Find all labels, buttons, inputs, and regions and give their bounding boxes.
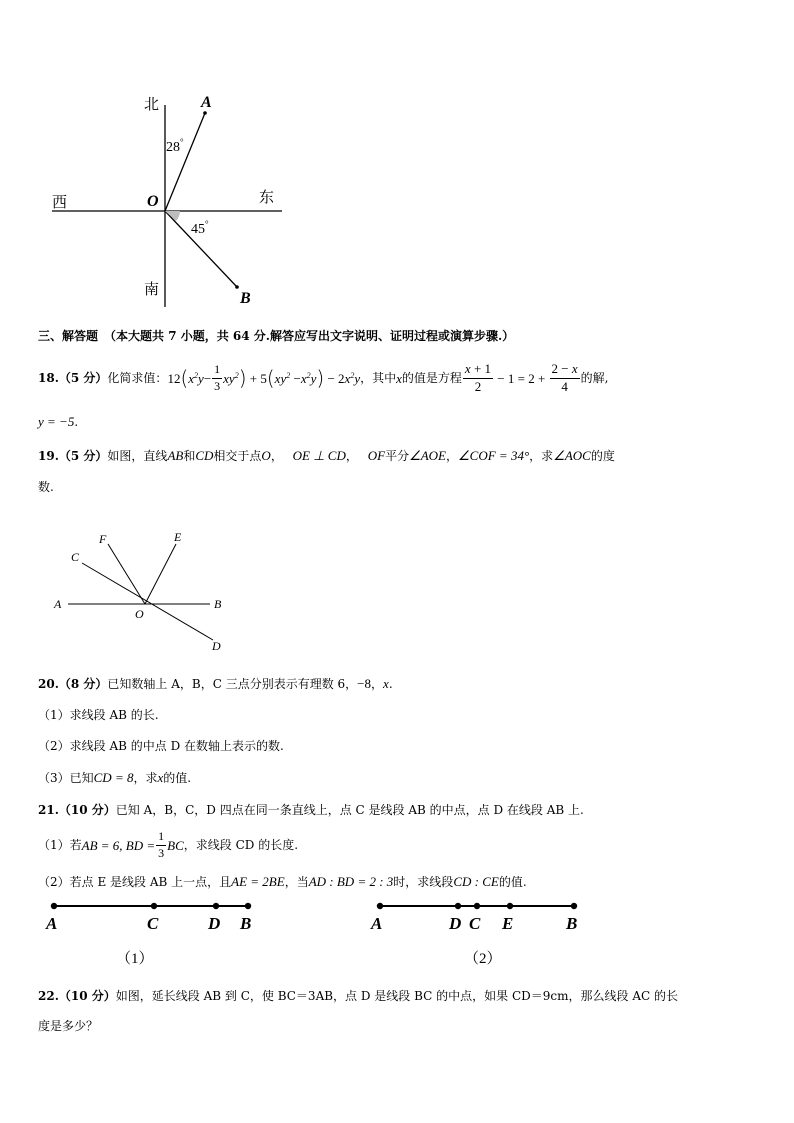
point-a-label: A	[201, 94, 212, 111]
q21-part2	[38, 875, 527, 888]
q20-text: 已知数轴上 A，B，C 三点分别表示有理数 6，	[107, 677, 358, 691]
q21-part1	[38, 830, 298, 860]
q22-score: （10 分）	[58, 989, 116, 1003]
label-d: D	[212, 639, 221, 653]
label-c: C	[71, 550, 80, 564]
q18-mid: ，其中	[360, 371, 397, 385]
q20-part3	[38, 771, 191, 784]
q19-angle-cof: ∠COF = 34°	[458, 448, 530, 463]
q22-number: 22.	[38, 989, 59, 1003]
q19-angle-aoe: ∠AOE	[409, 448, 447, 463]
q20-part2: （2）求线段 AB 的中点 D 在数轴上表示的数.	[38, 739, 284, 753]
section-title: 三、解答题	[38, 329, 99, 343]
q19-line2: 数.	[38, 480, 54, 494]
label-d: D	[449, 914, 462, 933]
q22-line1	[38, 990, 678, 1002]
q21-text: 已知 A，B，C，D 四点在同一条直线上，点 C 是线段 AB 的中点，点 D 在线段 AB 上.	[115, 803, 584, 817]
q19-text-a: 如图，直线	[107, 449, 168, 463]
q18-var-x: x	[396, 370, 402, 386]
angle-28-label: 28°	[166, 137, 184, 155]
east-label: 东	[259, 190, 275, 206]
q19-text-b: 相交于点	[213, 449, 262, 463]
compass-figure	[40, 85, 300, 315]
label-d: D	[208, 914, 221, 933]
q19-number: 19.	[38, 449, 59, 463]
q20-p3-a: （3）已知	[38, 771, 94, 785]
q21-p2-math-a: AE = 2BE	[231, 874, 285, 889]
ray-oa	[165, 113, 205, 211]
angle-45-label: 45°	[191, 219, 209, 237]
q18-y-value: y = −5	[38, 414, 75, 429]
caption-2: （2）	[464, 951, 502, 967]
q19-ask: ，求	[529, 449, 554, 463]
q18-number: 18.	[38, 371, 59, 385]
q19-score: （5 分）	[58, 449, 108, 463]
label-e: E	[502, 914, 514, 933]
lines-figure	[48, 528, 238, 654]
q20-sep: ，	[371, 677, 384, 691]
q21-p1-math-a: AB = 6, BD =	[81, 837, 156, 853]
q20-p3-math: CD = 8	[93, 770, 134, 785]
label-c: C	[147, 914, 159, 933]
label-b: B	[240, 914, 252, 933]
q19-bisect: 平分	[385, 449, 410, 463]
q21-p1-a: （1）若	[38, 838, 82, 852]
q18-line1	[38, 362, 608, 394]
q19-ab: AB	[167, 448, 184, 463]
q18-line2	[38, 415, 78, 428]
q21-number: 21.	[38, 803, 59, 817]
line-cd	[82, 563, 213, 640]
q21-p2-c: 时，求线段	[393, 875, 454, 889]
label-c: C	[469, 914, 481, 933]
q18-score: （5 分）	[58, 371, 108, 385]
caption-1: （1）	[116, 951, 154, 967]
segment-figure-1	[40, 896, 270, 972]
q19-perp: OE ⊥ CD	[292, 448, 346, 463]
q20-line1	[38, 677, 393, 690]
point-a	[51, 903, 57, 909]
q21-line1	[38, 804, 584, 816]
label-b: B	[214, 597, 222, 611]
point-d	[455, 903, 461, 909]
q20-x: x	[383, 676, 389, 691]
q22-line2: 度是多少？	[38, 1019, 99, 1033]
point-a-dot	[203, 111, 207, 115]
q18-equation: $\frac{x + 1}{2}$ − 1 = 2 + $\frac{2 - x}{4}$	[464, 360, 578, 394]
q20-p3-x: x	[157, 770, 164, 785]
q18-tail: 的解,	[580, 371, 609, 385]
label-e: E	[174, 530, 182, 544]
q21-p2-b: ，当	[284, 875, 309, 889]
q19-sep3: ，	[446, 449, 459, 463]
label-a: A	[46, 914, 58, 933]
point-b	[245, 903, 251, 909]
point-b-dot	[235, 285, 239, 289]
segment-figure-2	[366, 896, 596, 972]
section-heading	[38, 330, 514, 342]
ray-of	[108, 544, 145, 604]
q20-end: .	[388, 677, 393, 691]
point-e	[507, 903, 513, 909]
q19-text-c: 的度	[590, 449, 615, 463]
north-label: 北	[144, 97, 160, 113]
q19-of: OF	[367, 448, 386, 463]
q21-p2-math-c: CD : CE	[453, 874, 499, 889]
q18-expression: 12 ( $x^2y$ − $\frac{1}{3}$ $xy^2$ ) + 5 ( $xy^2$ − $x^2y$ ) − 2 $x^2y$	[167, 361, 361, 393]
q21-score: （10 分）	[58, 803, 116, 817]
q19-line1	[38, 449, 615, 462]
point-c	[474, 903, 480, 909]
label-a: A	[54, 597, 62, 611]
q19-cd: CD	[195, 448, 214, 463]
q21-p1-fraction: $\frac{1}{3}$	[158, 828, 165, 860]
label-f: F	[99, 532, 107, 546]
point-d	[213, 903, 219, 909]
q20-neg8: −8	[357, 676, 372, 691]
ray-oe	[145, 544, 176, 604]
q19-sep2: ，	[345, 449, 358, 463]
q21-p2-a: （2）若点 E 是线段 AB 上一点，且	[38, 875, 232, 889]
section-note: （本大题共 7 小题，共 64 分.解答应写出文字说明、证明过程或演算步骤.）	[104, 329, 515, 343]
q19-sep1: ，	[270, 449, 283, 463]
point-b-label: B	[240, 290, 251, 307]
origin-label: O	[147, 193, 159, 210]
q20-part1: （1）求线段 AB 的长.	[38, 708, 159, 722]
label-a: A	[371, 914, 383, 933]
q20-score: （8 分）	[58, 677, 108, 691]
south-label: 南	[144, 282, 160, 298]
q19-o: O	[261, 448, 271, 463]
q21-p2-d: 的值.	[498, 875, 527, 889]
q22-text: 如图，延长线段 AB 到 C，使 BC＝3AB，点 D 是线段 BC 的中点，如果 CD＝9cm，那么线段 AC 的长	[115, 989, 678, 1003]
q18-mid2: 的值是方程	[401, 371, 462, 385]
q20-p3-b: ，求	[133, 771, 158, 785]
q21-p1-math-b: BC	[167, 837, 184, 853]
q20-number: 20.	[38, 677, 59, 691]
q20-p3-c: 的值.	[163, 771, 192, 785]
west-label: 西	[52, 195, 68, 211]
q21-p1-b: ，求线段 CD 的长度.	[183, 838, 299, 852]
label-b: B	[566, 914, 578, 933]
q21-p2-math-b: AD : BD = 2 : 3	[308, 874, 394, 889]
q18-lead: 化简求值：	[107, 371, 168, 385]
q19-he: 和	[183, 449, 196, 463]
label-o: O	[135, 607, 144, 621]
q19-angle-aoc: ∠AOC	[553, 448, 591, 463]
q18-y-end: .	[74, 415, 79, 429]
point-a	[377, 903, 383, 909]
point-b	[571, 903, 577, 909]
point-c	[151, 903, 157, 909]
